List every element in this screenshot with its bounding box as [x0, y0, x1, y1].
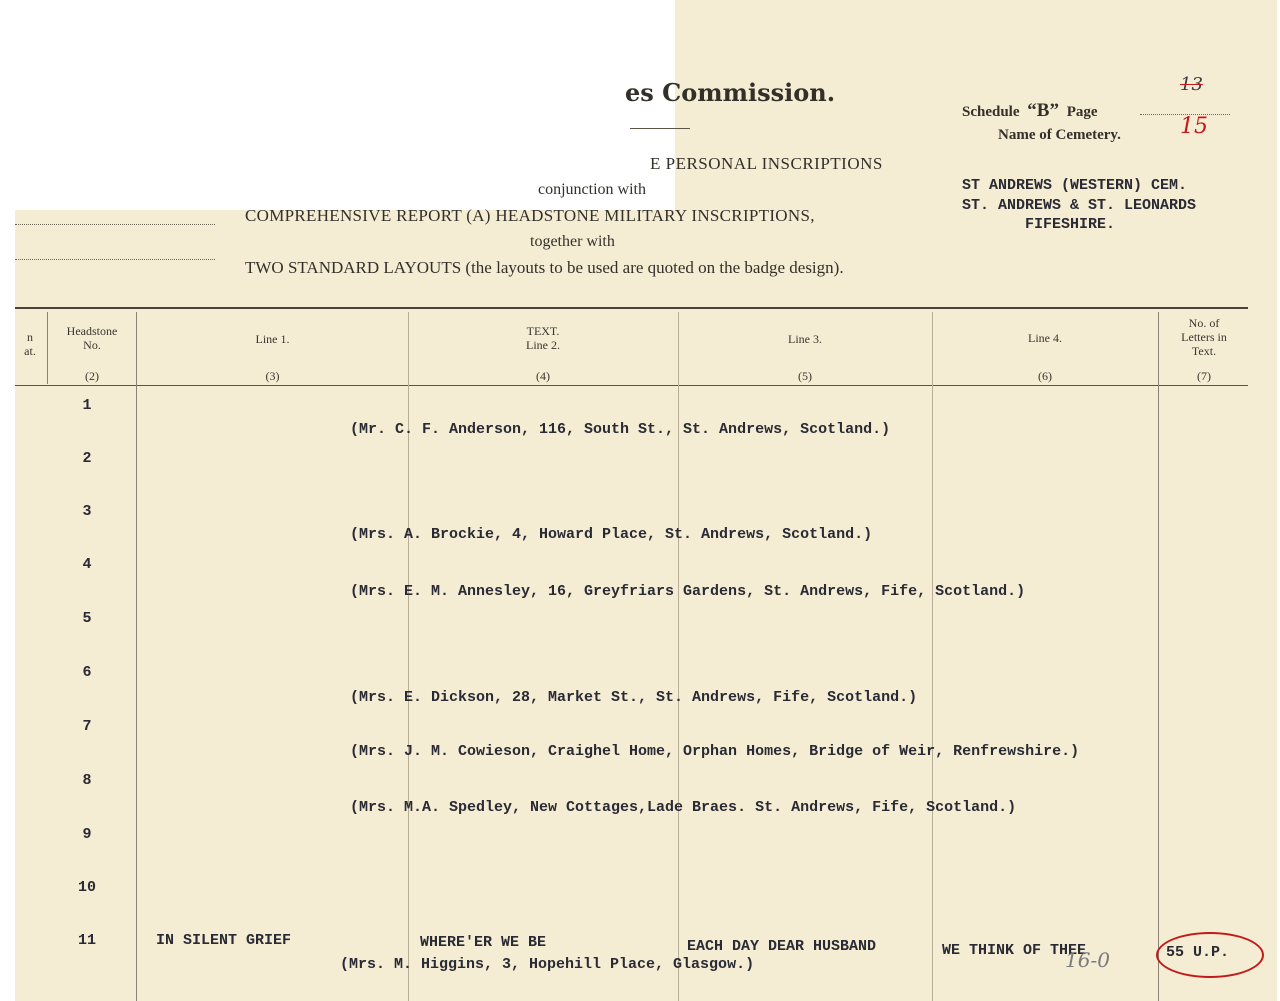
- schedule-label-prefix: Schedule: [962, 104, 1020, 120]
- headstone-number: 10: [77, 879, 96, 896]
- column-number: (5): [798, 369, 812, 383]
- cemetery-line-1: ST ANDREWS (WESTERN) CEM.: [962, 177, 1188, 194]
- together-line: together with: [530, 233, 615, 250]
- commission-heading: es Commission.: [625, 78, 836, 107]
- headstone-number: 8: [82, 772, 92, 789]
- column-divider: [932, 312, 933, 1001]
- struck-page-number: 13: [1180, 74, 1203, 95]
- column-number: (2): [85, 369, 99, 383]
- headstone-number: 11: [77, 932, 96, 949]
- next-of-kin-address: (Mrs. E. Dickson, 28, Market St., St. Andrews, Fife, Scotland.): [350, 689, 918, 706]
- blank-field-line: [15, 224, 215, 225]
- headstone-number: 3: [82, 503, 92, 520]
- header-line-1: Line 1.: [255, 332, 290, 346]
- handwritten-page-number: 15: [1180, 114, 1208, 139]
- header-line-4: Line 4.: [1028, 331, 1062, 345]
- table-top-rule: [15, 307, 1248, 309]
- headstone-number: 4: [82, 556, 92, 573]
- heading-rule: [630, 128, 690, 129]
- header-column-1: n at.: [24, 330, 36, 358]
- standard-layouts-line: TWO STANDARD LAYOUTS (the layouts to be used are quoted on the badge design).: [245, 258, 844, 277]
- column-divider: [1158, 312, 1159, 1001]
- cemetery-line-3: FIFESHIRE.: [1025, 216, 1116, 233]
- inscription-line-3: EACH DAY DEAR HUSBAND: [687, 938, 877, 955]
- cemetery-line-2: ST. ANDREWS & ST. LEONARDS: [962, 197, 1197, 214]
- next-of-kin-address: (Mr. C. F. Anderson, 116, South St., St. Andrews, Scotland.): [350, 421, 891, 438]
- blank-field-line: [15, 259, 215, 260]
- schedule-label: [962, 100, 1098, 122]
- headstone-number: 2: [82, 450, 92, 467]
- column-number: (3): [265, 369, 280, 383]
- table-header-rule: [15, 385, 1248, 386]
- torn-corner: [15, 0, 675, 210]
- inscription-line-4: WE THINK OF THEE: [942, 942, 1087, 959]
- header-headstone-no: Headstone No.: [66, 324, 118, 352]
- inscription-line-2: WHERE'ER WE BE: [420, 934, 547, 951]
- next-of-kin-address: (Mrs. M. Higgins, 3, Hopehill Place, Glasgow.): [340, 956, 755, 973]
- column-divider: [408, 312, 409, 1001]
- red-ink-circle: [1156, 932, 1264, 978]
- column-number: (4): [536, 369, 550, 383]
- letter-count: 55 U.P.: [1166, 944, 1230, 961]
- conjunction-line: conjunction with: [538, 181, 646, 198]
- comprehensive-report-line: COMPREHENSIVE REPORT (A) HEADSTONE MILITARY INSCRIPTIONS,: [245, 206, 815, 225]
- headstone-number: 6: [82, 664, 92, 681]
- schedule-page-label: Page: [1066, 104, 1098, 120]
- headstone-number: 7: [82, 718, 92, 735]
- cemetery-label: Name of Cemetery.: [998, 127, 1121, 143]
- column-number: (7): [1197, 369, 1211, 383]
- next-of-kin-address: (Mrs. M.A. Spedley, New Cottages,Lade Braes. St. Andrews, Fife, Scotland.): [350, 799, 1017, 816]
- next-of-kin-address: (Mrs. A. Brockie, 4, Howard Place, St. Andrews, Scotland.): [350, 526, 873, 543]
- header-line-3: Line 3.: [788, 332, 822, 346]
- headstone-number: 1: [82, 397, 92, 414]
- inscription-line-1: IN SILENT GRIEF: [156, 932, 292, 949]
- headstone-number: 9: [82, 826, 92, 843]
- schedule-letter: “B”: [1027, 100, 1059, 121]
- column-divider: [136, 312, 137, 1001]
- personal-inscriptions-title: E PERSONAL INSCRIPTIONS: [650, 154, 883, 173]
- document-page: [15, 0, 1277, 1001]
- header-letter-count: No. of Letters in Text.: [1181, 316, 1227, 358]
- column-number: (6): [1038, 369, 1052, 383]
- column-divider: [47, 312, 48, 384]
- header-line-2: TEXT. Line 2.: [526, 324, 560, 352]
- column-divider: [678, 312, 679, 1001]
- headstone-number: 5: [82, 610, 92, 627]
- next-of-kin-address: (Mrs. J. M. Cowieson, Craighel Home, Orphan Homes, Bridge of Weir, Renfrewshire.): [350, 743, 1080, 760]
- pencil-note: 16-0: [1065, 948, 1110, 972]
- next-of-kin-address: (Mrs. E. M. Annesley, 16, Greyfriars Gardens, St. Andrews, Fife, Scotland.): [350, 583, 1026, 600]
